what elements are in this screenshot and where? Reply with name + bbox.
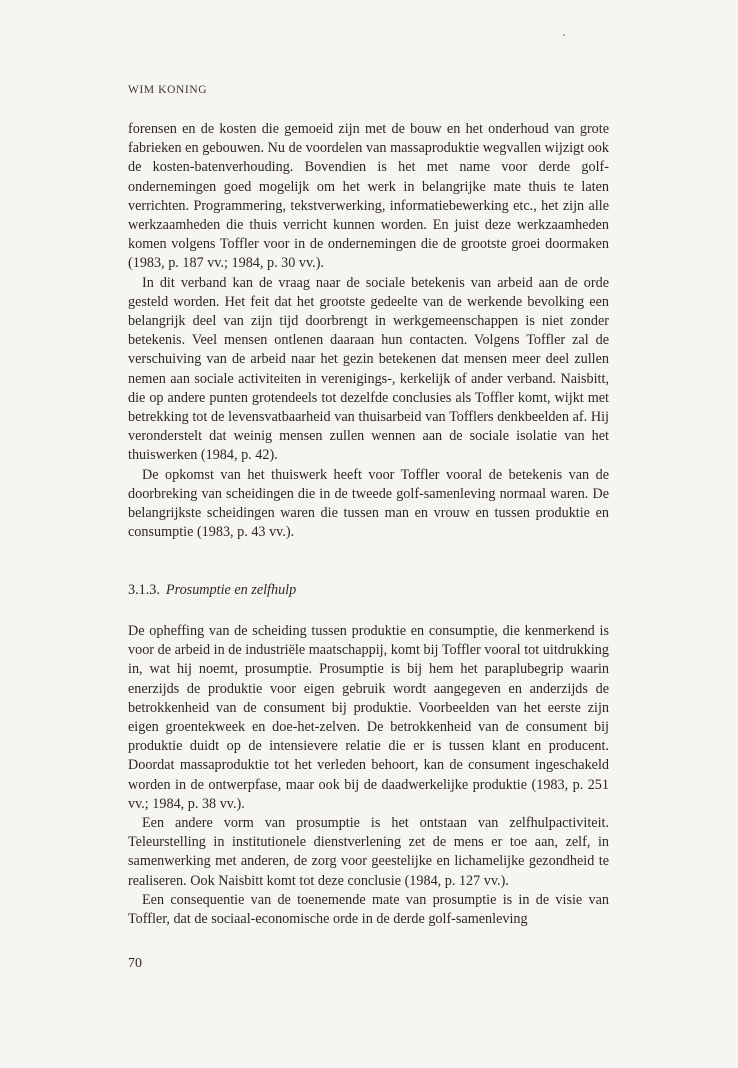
paragraph: Een consequentie van de toenemende mate van prosumptie is in de visie van Toffler, dat de sociaal-economische orde in de derde golf-samenleving [128, 891, 609, 928]
paragraph: Een andere vorm van prosumptie is het ontstaan van zelfhulpactiviteit. Teleurstelling in institutionele dienstverlening zet de mens er toe aan, zelf, in samenwerking met anderen, de zorg voor geestelijke en lichamelijke gezondheid te realiseren. Ook Naisbitt komt tot deze conclusie (1984, p. 127 vv.). [128, 815, 609, 889]
body-text-top [128, 120, 609, 542]
paper-speck [563, 34, 565, 36]
section-heading [128, 581, 296, 600]
page-number: 70 [128, 956, 142, 971]
section-title: Prosumptie en zelfhulp [165, 582, 297, 598]
body-text-bottom [128, 622, 609, 929]
paragraph: De opheffing van de scheiding tussen produktie en consumptie, die kenmerkend is voor de arbeid in de industriële maatschappij, komt bij Toffler vooral tot uitdrukking in, wat hij noemt, prosumptie. Prosumptie is bij hem het paraplubegrip waarin enerzijds de produktie voor eigen gebruik wordt aangegeven en anderzijds de betrokkenheid van de consument bij produktie. Voorbeelden van het eerste zijn eigen groentekweek en doe-het-zelven. De betrokkenheid van de consument bij produktie duidt op de intensievere relatie die er is tussen klant en producent. Doordat massaproduktie tot het verleden behoort, kan de consument ingeschakeld worden in de ontwerpfase, maar ook bij de daadwerkelijke produktie (1983, p. 251 vv.; 1984, p. 38 vv.). [128, 623, 609, 812]
running-head: WIM KONING [128, 84, 208, 96]
paragraph: forensen en de kosten die gemoeid zijn met de bouw en het onderhoud van grote fabrieken en gebouwen. Nu de voordelen van massaproduktie wegvallen wijzigt ook de kosten-batenverhouding. Bovendien is het met name voor derde golf-ondernemingen goed mogelijk om het werk in belangrijke mate thuis te laten verrichten. Programmering, tekstverwerking, informatiebewerking etc., het zijn alle werkzaamheden die thuis verricht kunnen worden. En juist deze werkzaamheden komen volgens Toffler voor in de ondernemingen die de grootste groei doormaken (1983, p. 187 vv.; 1984, p. 30 vv.). [128, 121, 609, 272]
paragraph: De opkomst van het thuiswerk heeft voor Toffler vooral de betekenis van de doorbreking van scheidingen die in de tweede golf-samenleving normaal waren. De belangrijkste scheidingen waren die tussen man en vrouw en tussen produktie en consumptie (1983, p. 43 vv.). [128, 466, 609, 541]
section-number: 3.1.3. [128, 582, 160, 598]
paragraph: In dit verband kan de vraag naar de sociale betekenis van arbeid aan de orde gesteld worden. Het feit dat het grootste gedeelte van de werkende bevolking een belangrijk deel van zijn tijd doorbrengt in werkgemeenschappen is niet zonder betekenis. Veel mensen ontlenen daaraan hun contacten. Volgens Toffler zal de verschuiving van de arbeid naar het gezin betekenen dat mensen meer deel zullen nemen aan sociale activiteiten in verenigings-, kerkelijk of ander verband. Naisbitt, die op andere punten grotendeels tot dezelfde conclusies als Toffler komt, wijkt met betrekking tot de levensvatbaarheid van thuisarbeid van Tofflers denkbeelden af. Hij veronderstelt dat weinig mensen zullen wennen aan de sociale isolatie van het thuiswerken (1984, p. 42). [128, 274, 609, 464]
